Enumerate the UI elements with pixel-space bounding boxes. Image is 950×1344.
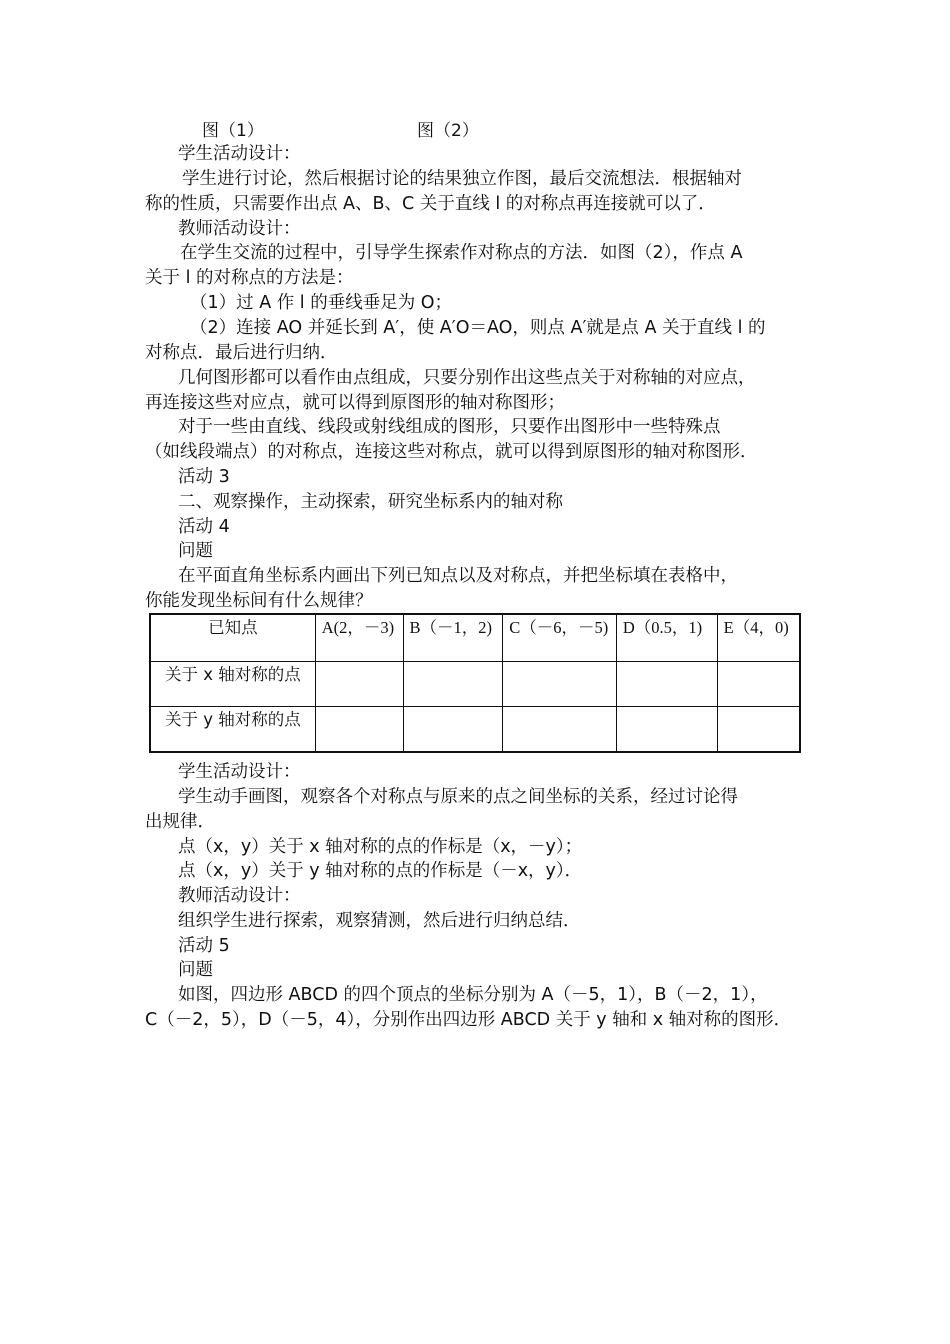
table-header-cell: 已知点	[150, 614, 315, 662]
table-cell	[315, 707, 403, 753]
activity-5-heading: 活动 5	[178, 936, 230, 956]
table-cell	[616, 662, 717, 707]
rule-y-axis: 点（x，y）关于 y 轴对称的点的作标是（－x，y）．	[178, 861, 583, 881]
paragraph-line: 对称点．最后进行归纳．	[145, 343, 338, 363]
heading-teacher-activity: 教师活动设计：	[178, 219, 301, 239]
paragraph-line: C（－2，5），D（－5，4），分别作出四边形 ABCD 关于 y 轴和 x 轴对称的图形．	[145, 1010, 792, 1030]
question-heading: 问题	[178, 541, 213, 561]
paragraph-line: 关于 l 的对称点的方法是：	[145, 268, 354, 288]
table-cell	[503, 662, 617, 707]
table-cell	[503, 707, 617, 753]
step-1: （1）过 A 作 l 的垂线垂足为 O；	[190, 293, 453, 313]
table-cell	[616, 707, 717, 753]
table-cell	[717, 707, 800, 753]
paragraph-line: 学生动手画图，观察各个对称点与原来的点之间坐标的关系，经过讨论得	[178, 787, 738, 807]
paragraph-line: 对于一些由直线、线段或射线组成的图形，只要作出图形中一些特殊点	[178, 417, 721, 437]
figure-label-2: 图（2）	[417, 121, 479, 141]
paragraph-line: 出规律．	[145, 812, 215, 832]
table-cell	[717, 662, 800, 707]
activity-4-heading: 活动 4	[178, 517, 230, 537]
paragraph-line: 你能发现坐标间有什么规律？	[145, 591, 373, 611]
row-label: 关于 y 轴对称的点	[150, 707, 315, 753]
table-row	[150, 662, 800, 707]
coordinate-table	[149, 613, 801, 753]
paragraph-line: 称的性质，只需要作出点 A、B、C 关于直线 l 的对称点再连接就可以了．	[145, 194, 716, 214]
paragraph-line: 在学生交流的过程中，引导学生探索作对称点的方法．如图（2），作点 A	[180, 243, 743, 263]
table-header-cell: B（－1，2)	[403, 614, 503, 662]
paragraph-line: 再连接这些对应点，就可以得到原图形的轴对称图形；	[145, 393, 565, 413]
table-cell	[315, 662, 403, 707]
table-cell	[403, 662, 503, 707]
paragraph-line: 在平面直角坐标系内画出下列已知点以及对称点，并把坐标填在表格中，	[178, 566, 738, 586]
rule-x-axis: 点（x，y）关于 x 轴对称的点的作标是（x，－y）；	[178, 837, 583, 857]
step-2: （2）连接 AO 并延长到 A′，使 A′O＝AO，则点 A′就是点 A 关于直线 l 的	[190, 318, 766, 338]
paragraph-line: 如图，四边形 ABCD 的四个顶点的坐标分别为 A（－5，1），B（－2，1），	[178, 985, 768, 1005]
table-cell	[403, 707, 503, 753]
paragraph-line: （如线段端点）的对称点，连接这些对称点，就可以得到原图形的轴对称图形．	[145, 442, 758, 462]
question-heading: 问题	[178, 960, 213, 980]
paragraph-line: 组织学生进行探索，观察猜测，然后进行归纳总结．	[178, 911, 581, 931]
figure-label-1: 图（1）	[202, 121, 264, 141]
row-label: 关于 x 轴对称的点	[150, 662, 315, 707]
heading-student-activity: 学生活动设计：	[178, 762, 301, 782]
section-heading: 二、观察操作，主动探索，研究坐标系内的轴对称	[178, 492, 563, 512]
table-header-cell: C（－6，－5)	[503, 614, 617, 662]
table-header-row	[150, 614, 800, 662]
paragraph-line: 学生进行讨论，然后根据讨论的结果独立作图，最后交流想法．根据轴对	[182, 169, 742, 189]
table-header-cell: E（4，0)	[717, 614, 800, 662]
heading-student-activity: 学生活动设计：	[178, 144, 301, 164]
table-header-cell: D（0.5，1)	[616, 614, 717, 662]
activity-3-heading: 活动 3	[178, 467, 230, 487]
paragraph-line: 几何图形都可以看作由点组成，只要分别作出这些点关于对称轴的对应点，	[178, 368, 756, 388]
table-header-cell: A(2，－3)	[315, 614, 403, 662]
table-row	[150, 707, 800, 753]
heading-teacher-activity: 教师活动设计：	[178, 886, 301, 906]
